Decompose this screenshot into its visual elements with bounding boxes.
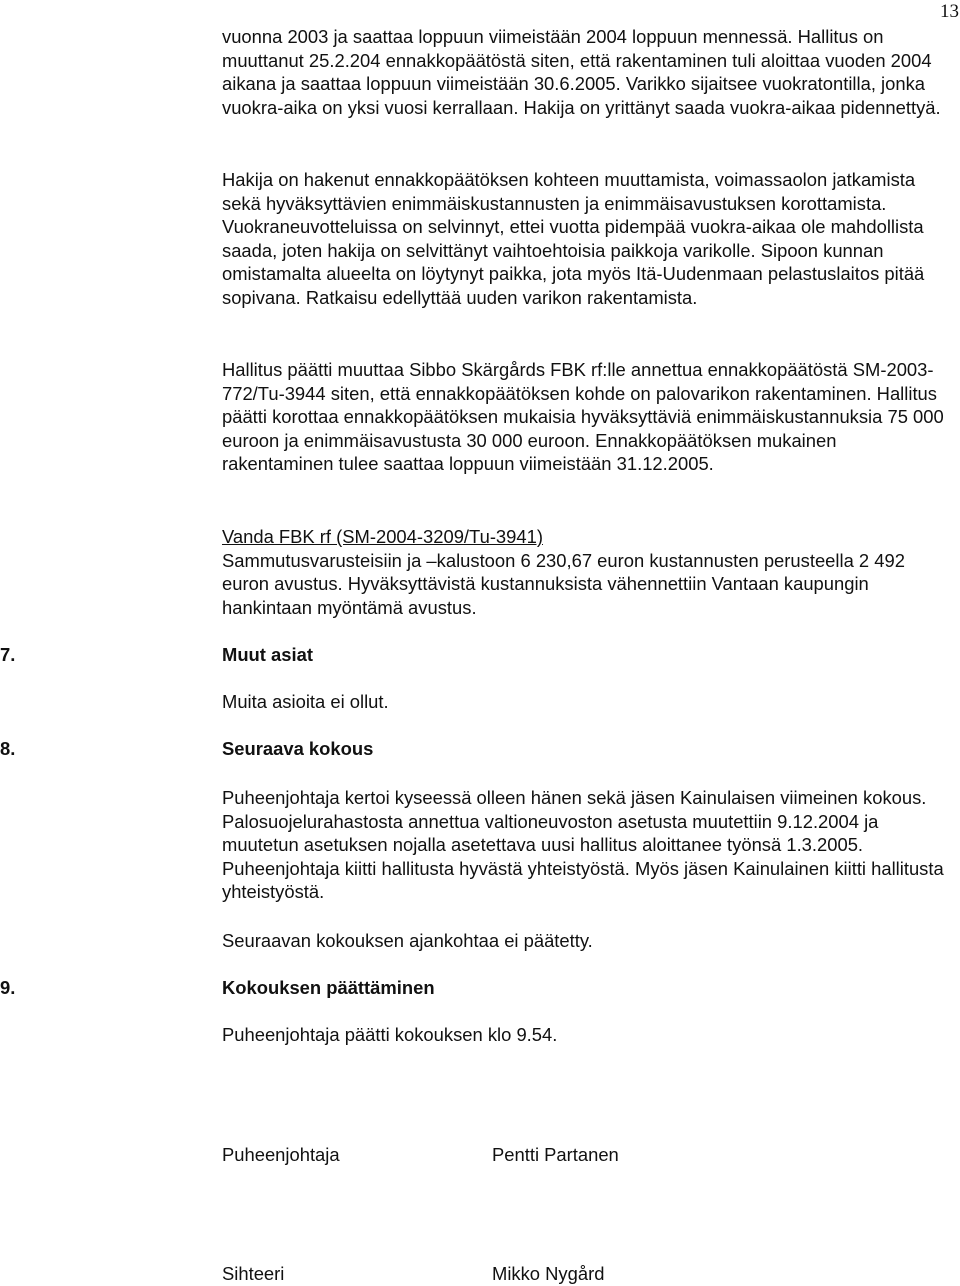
top-paragraph <box>222 25 944 119</box>
secretary-role: Sihteeri <box>222 1263 285 1284</box>
vanda-text: Sammutusvarusteisiin ja –kalustoon 6 230,67 euron kustannusten perusteella 2 492 euron avustus. Hyväksyttävistä kustannuksista vähennettiin Vantaan kaupungin hankintaan myöntämä avustus. <box>222 549 905 618</box>
vanda-section <box>222 525 944 619</box>
chair-role: Puheenjohtaja <box>222 1144 340 1165</box>
decision-paragraph <box>222 358 944 476</box>
application-paragraph <box>222 168 944 309</box>
decision-paragraph-text: Hallitus päätti muuttaa Sibbo Skärgårds FBK rf:lle annettua ennakkopäätöstä SM-2003-772/Tu-3944 siten, että ennakkopäätöksen kohde on palovarikon rakentaminen. Hallitus päätti korottaa ennakkopäätöksen mukaisia hyväksyttäviä enimmäiskustannuksia 75 000 euroon ja enimmäisavustusta 30 000 euroon. Ennakkopäätöksen mukainen rakentaminen tulee saattaa loppuun viimeistään 31.12.2005. <box>222 359 944 474</box>
section-9-body <box>222 1023 944 1047</box>
section-8-number: 8. <box>0 738 16 759</box>
section-8-body-2 <box>222 929 944 953</box>
section-8-text-2: Seuraavan kokouksen ajankohtaa ei päätetty. <box>222 930 593 951</box>
section-8-title: Seuraava kokous <box>222 738 374 759</box>
section-7-title: Muut asiat <box>222 644 313 665</box>
section-7-text: Muita asioita ei ollut. <box>222 691 389 712</box>
section-9-text: Puheenjohtaja päätti kokouksen klo 9.54. <box>222 1024 558 1045</box>
section-8-body <box>222 786 944 904</box>
application-paragraph-text: Hakija on hakenut ennakkopäätöksen kohteen muuttamista, voimassaolon jatkamista sekä hyväksyttävien enimmäiskustannusten ja enimmäisavustuksen korottamista. Vuokraneuvotteluissa on selvinnyt, ettei vuotta pidempää vuokra-aikaa ole mahdollista saada, joten hakija on selvittänyt vaihtoehtoisia paikkoja varikolle. Sipoon kunnan omistamalta alueelta on löytynyt paikka, jota myös Itä-Uudenmaan pelastuslaitos pitää sopivana. Ratkaisu edellyttää uuden varikon rakentamista. <box>222 169 925 308</box>
top-paragraph-text: vuonna 2003 ja saattaa loppuun viimeistään 2004 loppuun mennessä. Hallitus on muuttanut 25.2.204 ennakkopäätöstä siten, että rakentaminen tuli aloittaa vuoden 2004 aikana ja saattaa loppuun viimeistään 30.6.2005. Varikko sijaitsee vuokratontilla, jonka vuokra-aika on yksi vuosi kerrallaan. Hakija on yrittänyt saada vuokra-aikaa pidennettyä. <box>222 26 941 118</box>
chair-name: Pentti Partanen <box>492 1144 619 1165</box>
section-9-title: Kokouksen päättäminen <box>222 977 435 998</box>
section-9-number: 9. <box>0 977 16 998</box>
vanda-title: Vanda FBK rf (SM-2004-3209/Tu-3941) <box>222 526 543 547</box>
page-number: 13 <box>940 1 959 22</box>
section-8-text: Puheenjohtaja kertoi kyseessä olleen hänen sekä jäsen Kainulaisen viimeinen kokous. Palosuojelurahastosta annettua valtioneuvoston asetusta muutettiin 9.12.2004 ja muutetun asetuksen nojalla asetettava uusi hallitus aloittanee työnsä 1.3.2005. Puheenjohtaja kiitti hallitusta hyvästä yhteistyöstä. Myös jäsen Kainulainen kiitti hallitusta yhteistyöstä. <box>222 787 944 902</box>
section-7-body <box>222 690 944 714</box>
secretary-name: Mikko Nygård <box>492 1263 605 1284</box>
section-7-number: 7. <box>0 644 16 665</box>
